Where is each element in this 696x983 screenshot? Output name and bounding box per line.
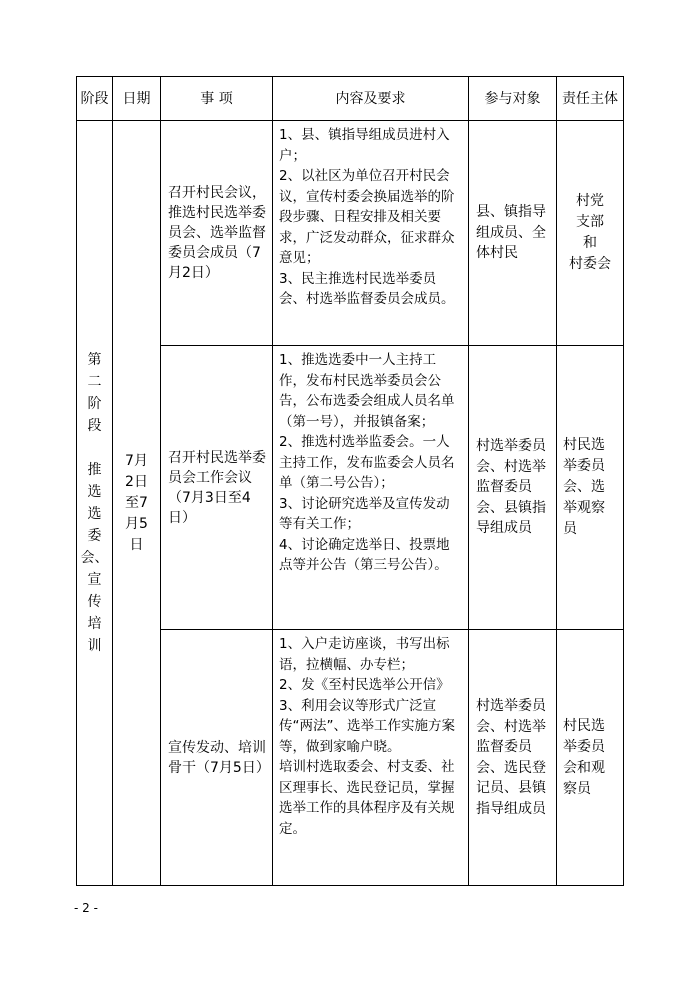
requirements-cell: [273, 346, 469, 630]
stage-char: 阶: [87, 396, 102, 412]
requirement-line: 培训村选取委会、村支委、社区理事长、选民登记员，掌握选举工作的具体程序及有关规定。: [279, 759, 455, 837]
participants-cell: 村选举委员会、村选举监督委员会、选民登记员、县镇指导组成员: [469, 630, 557, 886]
stage-char: 选: [87, 506, 102, 522]
requirements-cell: [273, 630, 469, 886]
requirement-line: 1、入户走访座谈，书写出标语，拉横幅、办专栏；: [279, 636, 450, 673]
header-stage: 阶段: [77, 77, 113, 121]
responsible-line: 村党: [576, 193, 604, 209]
header-requirements: 内容及要求: [273, 77, 469, 121]
date-line: 2日: [125, 473, 148, 490]
requirement-line: 1、县、镇指导组成员进村入户；: [279, 127, 450, 164]
header-date: 日期: [113, 77, 161, 121]
item-cell: 召开村民选举委员会工作会议（7月3日至4日）: [161, 346, 273, 630]
responsible-line: 和: [583, 235, 597, 251]
requirement-line: 3、民主推选村民选举委员会、村选举监督委员会成员。: [279, 270, 455, 307]
table-row: [77, 121, 624, 346]
stage-char: 宣: [87, 572, 102, 588]
date-line: 月5: [125, 515, 148, 532]
header-responsible: 责任主体: [557, 77, 624, 121]
responsible-line: 支部: [576, 214, 604, 230]
stage-char: 二: [87, 374, 102, 390]
item-cell: 召开村民会议，推选村民选举委员会、选举监督委员会成员（7月2日）: [161, 121, 273, 346]
page-number: - 2 -: [74, 901, 98, 915]
requirement-line: 2、推选村选举监委会。一人主持工作，发布监委会人员名单（第二号公告）；: [279, 434, 455, 491]
item-cell: 宣传发动、培训骨干（7月5日）: [161, 630, 273, 886]
requirement-line: 3、讨论研究选举及宣传发动等有关工作；: [279, 495, 450, 532]
responsible-line: 村委会: [569, 256, 611, 272]
requirements-cell: [273, 121, 469, 346]
stage-cell: [77, 121, 113, 886]
requirement-line: 1、推选选委中一人主持工作，发布村民选举委员会公告，公布选委会组成人员名单（第一号），并报镇备案；: [279, 352, 455, 430]
requirement-line: 2、发《至村民选举公开信》: [279, 677, 450, 693]
stage-char: 委: [87, 528, 102, 544]
header-participants: 参与对象: [469, 77, 557, 121]
stage-char: 会、: [80, 550, 109, 566]
stage-char: 传: [87, 594, 102, 610]
requirement-line: 2、以社区为单位召开村民会议，宣传村委会换届选举的阶段步骤、日程安排及相关要求，广泛发动群众，征求群众意见；: [279, 168, 455, 266]
stage-char: 第: [87, 352, 102, 368]
schedule-table: [76, 76, 624, 886]
stage-char: 段: [87, 418, 102, 434]
requirement-line: 4、讨论确定选举日、投票地点等并公告（第三号公告）。: [279, 536, 450, 573]
responsible-cell: [557, 121, 624, 346]
stage-char: 选: [87, 484, 102, 500]
participants-cell: 村选举委员会、村选举监督委员会、县镇指导组成员: [469, 346, 557, 630]
header-row: [77, 77, 624, 121]
stage-char: 培: [87, 616, 102, 632]
header-item: 事 项: [161, 77, 273, 121]
date-line: 至7: [125, 494, 148, 511]
stage-char: 推: [87, 462, 102, 478]
responsible-cell: 村民选举委员会和观察员: [557, 630, 624, 886]
schedule-sheet: [76, 76, 623, 886]
requirement-line: 3、利用会议等形式广泛宣传“两法”、选举工作实施方案等，做到家喻户晓。: [279, 697, 455, 755]
date-line: 7月: [125, 452, 148, 469]
stage-char: [77, 437, 112, 459]
participants-cell: 县、镇指导组成员、全体村民: [469, 121, 557, 346]
date-line: 日: [129, 536, 144, 553]
date-cell: [113, 121, 161, 886]
stage-char: 训: [87, 638, 102, 654]
responsible-cell: 村民选举委员会、选举观察员: [557, 346, 624, 630]
